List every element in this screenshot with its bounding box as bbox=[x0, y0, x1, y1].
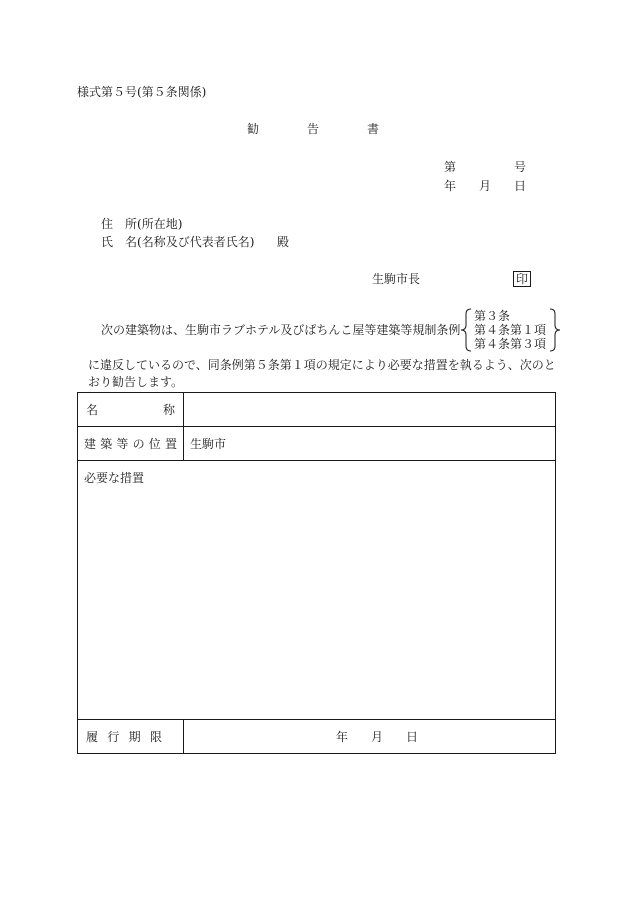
location-label-char: 置 bbox=[164, 437, 177, 451]
table-row-measures bbox=[78, 461, 556, 720]
deadline-day: 日 bbox=[405, 730, 418, 744]
measures-cell[interactable] bbox=[78, 461, 556, 720]
seal-mark: 印 bbox=[513, 271, 531, 287]
document-number bbox=[444, 161, 526, 173]
location-label-cell bbox=[78, 427, 184, 461]
name-label-char: 称 bbox=[162, 403, 175, 417]
title-char: 書 bbox=[366, 122, 379, 136]
title-char: 告 bbox=[306, 122, 319, 136]
honorific: 殿 bbox=[277, 235, 290, 249]
location-value-cell[interactable]: 生駒市 bbox=[184, 427, 556, 461]
article-brace-group bbox=[460, 307, 560, 353]
issue-date bbox=[444, 180, 526, 192]
title-char: 勧 bbox=[247, 122, 260, 136]
article-4-3: 第４条第３項 bbox=[474, 337, 547, 351]
name-label-cell bbox=[78, 393, 184, 427]
name-label bbox=[101, 236, 254, 248]
form-number: 様式第５号(第５条関係) bbox=[77, 85, 207, 99]
deadline-label-char: 限 bbox=[149, 730, 162, 744]
deadline-label-char: 期 bbox=[128, 730, 141, 744]
body-line-3: おり勧告します。 bbox=[88, 375, 184, 389]
issuer: 生駒市長 bbox=[372, 272, 421, 286]
date-month: 月 bbox=[478, 179, 491, 193]
address-label bbox=[101, 218, 182, 230]
deadline-label-char: 行 bbox=[107, 730, 120, 744]
body-line-2: に違反しているので、同条例第５条第１項の規定により必要な措置を執るよう、次のと bbox=[88, 358, 556, 372]
table-row-deadline bbox=[78, 720, 556, 754]
name-label-char: 名 bbox=[86, 403, 99, 417]
document-title bbox=[247, 123, 379, 135]
article-3: 第３条 bbox=[474, 309, 511, 323]
location-label-char: 建 bbox=[84, 437, 97, 451]
location-label-char: 位 bbox=[148, 437, 161, 451]
address-label-text: 所(所在地) bbox=[125, 217, 183, 231]
address-label-char: 住 bbox=[101, 217, 114, 231]
name-label-char: 氏 bbox=[101, 235, 114, 249]
location-label-char: 等 bbox=[116, 437, 129, 451]
notice-form-table bbox=[77, 392, 556, 754]
deadline-label-cell bbox=[78, 720, 184, 754]
doc-no-prefix: 第 bbox=[444, 160, 457, 174]
date-year: 年 bbox=[444, 179, 457, 193]
table-row-name bbox=[78, 393, 556, 427]
date-day: 日 bbox=[513, 179, 526, 193]
table-row-location bbox=[78, 427, 556, 461]
deadline-label-char: 履 bbox=[86, 730, 99, 744]
location-label-char: の bbox=[132, 437, 145, 451]
doc-no-suffix: 号 bbox=[513, 160, 526, 174]
name-value-cell[interactable] bbox=[184, 393, 556, 427]
article-4-1: 第４条第１項 bbox=[474, 323, 547, 337]
measures-label: 必要な措置 bbox=[84, 471, 145, 485]
deadline-year: 年 bbox=[336, 730, 349, 744]
name-label-text: 名(名称及び代表者氏名) bbox=[125, 235, 255, 249]
deadline-month: 月 bbox=[370, 730, 383, 744]
location-label-char: 築 bbox=[100, 437, 113, 451]
body-line-1: 次の建築物は、生駒市ラブホテル及びぱちんこ屋等建築等規制条例 bbox=[101, 323, 461, 337]
deadline-value-cell[interactable] bbox=[184, 720, 556, 754]
